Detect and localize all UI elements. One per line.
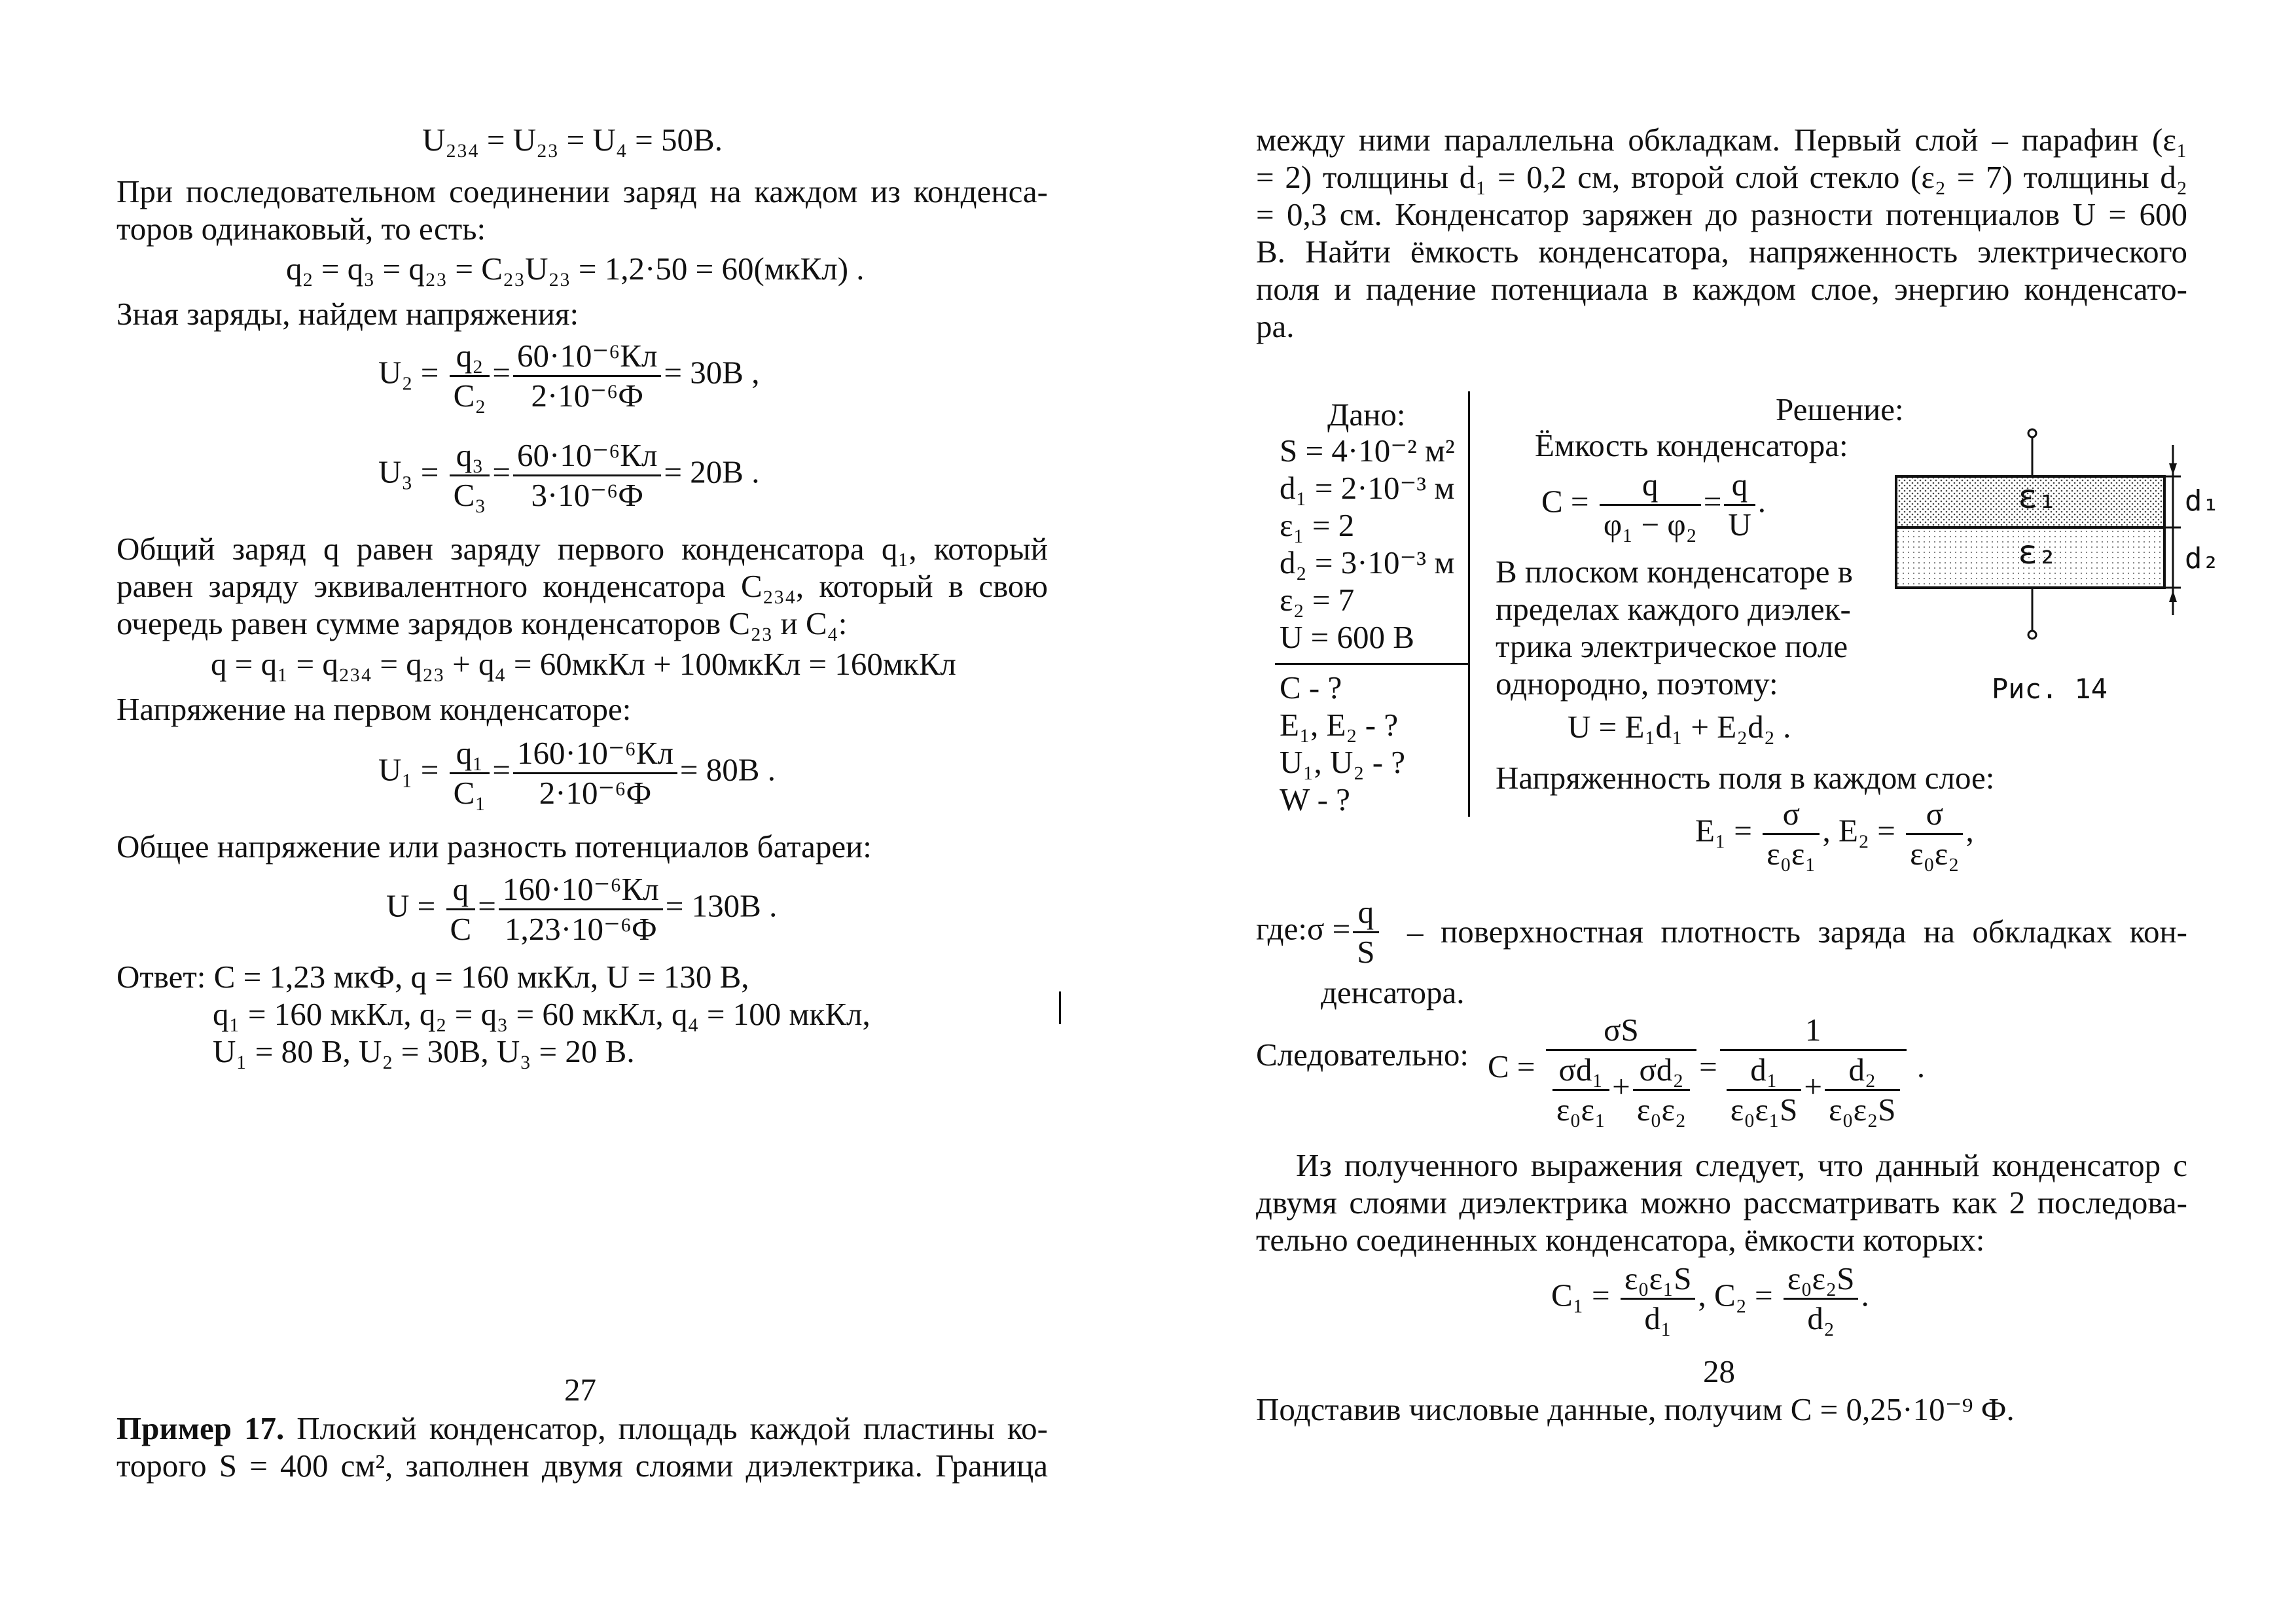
paragraph-line: двумя слоями диэлектрика можно рассматривать как 2 последова- [1256, 1185, 2187, 1221]
paragraph-line: поля и падение потенциала в каждом слое, энергию конденсато- [1256, 271, 2187, 307]
equation-u1: U₁ = $\frac{\text{q₁}}{\text{C₁}}$ = $\frac{\text{160·10⁻⁶Кл}}{\text{2·10⁻⁶Ф}}$ = 80В . [378, 735, 776, 811]
solution-line: Напряженность поля в каждом слое: [1496, 760, 1995, 796]
paragraph-line: Из полученного выражения следует, что данный конденсатор с [1296, 1147, 2187, 1183]
find-item: U₁, U₂ - ? [1280, 744, 1406, 780]
find-item: C - ? [1280, 669, 1342, 705]
paragraph-line: ра. [1256, 308, 1295, 344]
label-d2: d₂ [2185, 542, 2219, 575]
page-number-right: 28 [1703, 1353, 1735, 1389]
result-line: Подставив числовые данные, получим C = 0,25·10⁻⁹ Ф. [1256, 1391, 2015, 1427]
given-item: S = 4·10⁻² м² [1280, 433, 1455, 469]
solution-line: В плоском конденсаторе в [1496, 554, 1853, 590]
paragraph-line: При последовательном соединении заряд на каждом из конденса- [117, 173, 1048, 209]
equation-u234: U₂₃₄ = U₂₃ = U₄ = 50В. [422, 122, 723, 158]
label-eps1: ε₁ [2018, 478, 2058, 516]
margin-mark [1059, 991, 1061, 1024]
equation-q23: q₂ = q₃ = q₂₃ = C₂₃U₂₃ = 1,2·50 = 60(мкКл) . [286, 251, 865, 287]
figure-caption: Рис. 14 [1992, 673, 2108, 705]
paragraph-line: торов одинаковый, то есть: [117, 211, 486, 247]
paragraph-line: равен заряду эквивалентного конденсатора C₂₃₄, который в свою [117, 568, 1048, 604]
equation-c: C = $\frac{q}{\text{φ₁ − φ₂}}$ = $\frac{q}{U}$ . [1541, 467, 1766, 543]
paragraph-line: В. Найти ёмкость конденсатора, напряженность электрического [1256, 234, 2187, 270]
equation-final: C = σS $\frac{\text{σd₁}}{\text{ε₀ε₁}}$ + $\frac{\text{σd₂}}{\text{ε₀ε₂}}$ = 1 $\frac{\text{d₁}}{\text{ε₀ε₁S}}$ + $\frac{\text{d₂}}{\text{ε₀ε₂S}}$ . [1488, 1012, 1926, 1128]
solution-line: однородно, поэтому: [1496, 666, 1778, 702]
paragraph-line: Общий заряд q равен заряду первого конденсатора q₁, который [117, 531, 1048, 567]
answer-line: Ответ: C = 1,23 мкФ, q = 160 мкКл, U = 130 В, [117, 959, 749, 995]
find-item: E₁, E₂ - ? [1280, 707, 1399, 743]
given-separator [1468, 391, 1470, 817]
sigma-definition: где:σ = $\frac{q}{S}$ [1256, 893, 1382, 971]
solution-line: Ёмкость конденсатора: [1535, 427, 1848, 463]
solution-line: трика электрическое поле [1496, 628, 1848, 664]
arrow-up-icon [2169, 590, 2177, 602]
given-item: d₂ = 3·10⁻³ м [1280, 544, 1455, 580]
paragraph-line: Общее напряжение или разность потенциалов батареи: [117, 829, 872, 865]
given-item: d₁ = 2·10⁻³ м [1280, 470, 1455, 506]
arrow-down-icon [2169, 463, 2177, 475]
paragraph-line: = 0,3 см. Конденсатор заряжен до разности потенциалов U = 600 [1256, 196, 2187, 232]
answer-line: U₁ = 80 В, U₂ = 30В, U₃ = 20 В. [213, 1033, 635, 1069]
given-divider [1275, 663, 1468, 665]
equation-u2: U₂ = $\frac{\text{q₂}}{\text{C₂}}$ = $\frac{\text{60·10⁻⁶Кл}}{\text{2·10⁻⁶Ф}}$ = 30В , [378, 338, 760, 414]
example-line: Пример 17. Плоский конденсатор, площадь каждой пластины ко- [117, 1410, 1049, 1446]
equation-c12: C₁ = $\frac{\text{ε₀ε₁S}}{\text{d₁}}$ , C₂ = $\frac{\text{ε₀ε₂S}}{\text{d₂}}$ . [1551, 1260, 1869, 1336]
answer-line: q₁ = 160 мкКл, q₂ = q₃ = 60 мкКл, q₄ = 100 мкКл, [213, 996, 870, 1032]
equation-q: q = q₁ = q₂₃₄ = q₂₃ + q₄ = 60мкКл + 100мкКл = 160мкКл [211, 646, 956, 682]
paragraph-line: Зная заряды, найдем напряжения: [117, 296, 579, 332]
solution-title: Решение: [1776, 391, 1904, 427]
paragraph-line: Напряжение на первом конденсаторе: [117, 691, 632, 727]
equation-e: E₁ = $\frac{\sigma}{\text{ε₀ε₁}}$ , E₂ = $\frac{\sigma}{\text{ε₀ε₂}}$ , [1695, 796, 1974, 872]
example-line: торого S = 400 см², заполнен двумя слоями диэлектрика. Граница [117, 1448, 1048, 1484]
example-title: Пример 17. [117, 1410, 285, 1446]
find-item: W - ? [1280, 781, 1350, 817]
bottom-terminal [2028, 631, 2036, 639]
paragraph-line: = 2) толщины d₁ = 0,2 см, второй слой стекло (ε₂ = 7) толщины d₂ [1256, 159, 2187, 195]
given-item: ε₂ = 7 [1280, 582, 1355, 618]
given-title: Дано: [1327, 397, 1406, 433]
paragraph-line: очередь равен сумме зарядов конденсаторов C₂₃ и C₄: [117, 605, 848, 641]
label-eps2: ε₂ [2018, 533, 2058, 571]
equation-u-sum: U = E₁d₁ + E₂d₂ . [1568, 709, 1791, 745]
paragraph-line: – поверхностная плотность заряда на обкладках кон- [1407, 914, 2187, 950]
equation-u-total: U = $\frac{q}{C}$ = $\frac{\text{160·10⁻⁶Кл}}{\text{1,23·10⁻⁶Ф}}$ = 130В . [386, 871, 778, 947]
equation-u3: U₃ = $\frac{\text{q₃}}{\text{C₃}}$ = $\frac{\text{60·10⁻⁶Кл}}{\text{3·10⁻⁶Ф}}$ = 20В . [378, 437, 760, 513]
label-d1: d₁ [2185, 484, 2219, 518]
paragraph-line: между ними параллельна обкладкам. Первый слой – парафин (ε₁ [1256, 122, 2187, 158]
paragraph-line: тельно соединенных конденсатора, ёмкости которых: [1256, 1222, 1985, 1258]
paragraph-line: денсатора. [1321, 974, 1465, 1010]
solution-line: пределах каждого диэлек- [1496, 591, 1851, 627]
given-item: U = 600 В [1280, 619, 1414, 655]
consequently-label: Следовательно: [1256, 1037, 1469, 1073]
page-number-left: 27 [564, 1372, 596, 1408]
top-terminal [2028, 429, 2036, 437]
given-item: ε₁ = 2 [1280, 507, 1355, 543]
